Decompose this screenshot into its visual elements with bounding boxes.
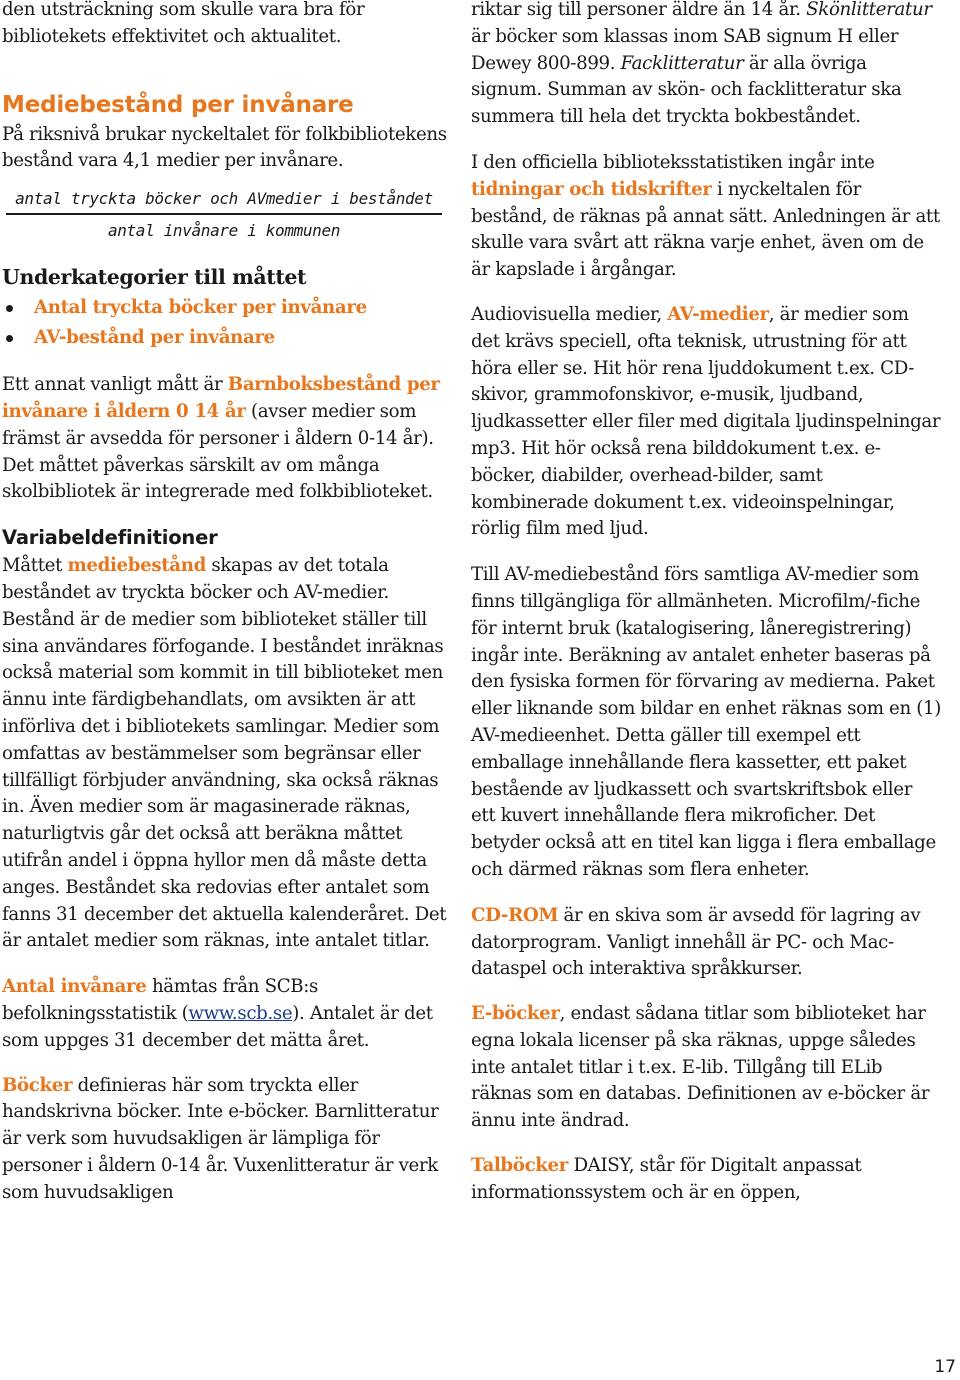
highlight-term: E-böcker bbox=[471, 1003, 560, 1025]
invanare-paragraph: Antal invånare hämtas från SCB:s befolkningsstatistik (www.scb.se). Antalet är det som uppges 31 december det mätta året. bbox=[2, 976, 433, 1051]
formula bbox=[2, 187, 442, 243]
list-item: AV-bestånd per invånare bbox=[2, 323, 452, 353]
variable-definitions-heading: Variabeldefinitioner bbox=[2, 526, 218, 550]
av-medier-paragraph: Audiovisuella medier, AV-medier, är medier som det krävs speciell, ofta teknisk, utrustning för att höra eller se. Hit hör rena ljuddokument t.ex. CD-skivor, grammofonskivor, e-musik, ljudband, ljudkassetter eller filer med digitala ljudinspelningar mp3. Hit hör också rena bilddokument t.ex. e-böcker, diabilder, overhead-bilder, samt kombinerade dokument t.ex. videoinspelningar, rörlig film med ljud. bbox=[471, 303, 941, 540]
cd-rom-paragraph: CD-ROM är en skiva som är avsedd för lagring av datorprogram. Vanligt innehåll är PC- och Mac-dataspel och interaktiva språkkurser. bbox=[471, 904, 921, 980]
talbocker-paragraph: Talböcker DAISY, står för Digitalt anpassat informationssystem och är en öppen, bbox=[471, 1155, 862, 1203]
highlight-term: Antal invånare bbox=[2, 976, 147, 998]
formula-denominator: antal invånare i kommunen bbox=[107, 221, 341, 241]
highlight-term: mediebestånd bbox=[67, 555, 206, 577]
tidningar-paragraph: I den officiella biblioteksstatistiken ingår inte tidningar och tidskrifter i nyckeltalen för bestånd, de räknas på annat sätt. Anledningen är att skulle vara svårt att räkna varje enhet, även om de är kapslade i årgångar. bbox=[471, 151, 940, 281]
left-column bbox=[2, 0, 452, 1207]
skonlitteratur-paragraph: riktar sig till personer äldre än 14 år. Skönlitteratur är böcker som klassas inom SAB signum H eller Dewey 800-899. Facklitteratur är alla övriga signum. Summan av skön- och facklitteratur ska summera till hela det tryckta bokbeståndet. bbox=[471, 0, 932, 128]
av-bestand-paragraph: Till AV-mediebestånd förs samtliga AV-medier som finns tillgängliga för allmänheten. Microfilm/-fiche för internt bruk (katalogisering, låneregistrering) ingår inte. Beräkning av antalet enheter baseras på den fysiska formen för förvaring av medierna. Paket eller liknande som bildar en enhet räknas som en (1) AV-medieenhet. Detta gäller till exempel ett emballage innehållande flera kassetter, ett paket bestående av ljudkassett och svartskriftsbok eller ett kuvert innehållande flera mikroficher. Det betyder också att en titel kan ligga i flera emballage och därmed räknas som flera enheter. bbox=[471, 564, 941, 880]
mediebestand-paragraph: Måttet mediebestånd skapas av det totala beståndet av tryckta böcker och AV-medier. Bestånd är de medier som biblioteket ställer till sina användares förfogande. I beståndet inräknas också material som kommit in till biblioteket men ännu inte färdigbehandlats, om avsikten är att införliva det i bibliotekets samlingar. Medier som omfattas av bestämmelser som begränsar eller tillfälligt förbjuder användning, ska också räknas in. Även medier som är magasinerade räknas, naturligtvis går det också att beräkna måttet utifrån andel i öppna hyllor men då måste detta anges. Beståndet ska redovias efter antalet som fanns 31 december det aktuella kalenderåret. Det är antalet medier som räknas, inte antalet titlar. bbox=[2, 555, 447, 952]
highlight-term: CD-ROM bbox=[471, 904, 559, 926]
subcategories-heading: Underkategorier till måttet bbox=[2, 265, 307, 290]
bullet-icon bbox=[6, 335, 13, 342]
e-bocker-paragraph: E-böcker, endast sådana titlar som biblioteket har egna lokala licenser på ska räknas, uppge således inte antalet titlar i t.ex. E-lib. Tillgång till ELib räknas som en databas. Definitionen av e-böcker är ännu inte ändrad. bbox=[471, 1003, 930, 1132]
bullet-icon bbox=[6, 305, 13, 312]
highlight-term: tidningar och tidskrifter bbox=[471, 178, 712, 200]
fraction-bar bbox=[6, 213, 442, 215]
heading-paragraph: På riksnivå brukar nyckeltalet för folkbibliotekens bestånd vara 4,1 medier per invånare. bbox=[2, 123, 447, 172]
list-item: Antal tryckta böcker per invånare bbox=[2, 293, 452, 323]
bocker-paragraph: Böcker definieras här som tryckta eller handskrivna böcker. Inte e-böcker. Barnlitteratur är verk som huvudsakligen är lämpliga för personer i åldern 0-14 år. Vuxenlitteratur är verk som huvudsakligen bbox=[2, 1074, 439, 1203]
scb-link[interactable]: www.scb.se bbox=[188, 1002, 293, 1024]
page-number: 17 bbox=[934, 1357, 956, 1377]
highlight-term: Barnboksbestånd per invånare i åldern 0 14 år bbox=[2, 374, 440, 422]
right-column bbox=[471, 0, 941, 1207]
section-heading: Mediebestånd per invånare bbox=[2, 91, 354, 118]
highlight-term: Talböcker bbox=[471, 1155, 569, 1177]
subcategories-list bbox=[2, 293, 452, 353]
highlight-term: AV-medier bbox=[667, 303, 769, 325]
barnbok-paragraph: Ett annat vanligt mått är Barnboksbestånd per invånare i åldern 0 14 år (avser medier som främst är avsedda för personer i åldern 0-14 år). Det måttet påverkas särskilt av om många skolbibliotek är integrerade med folkbiblioteket. bbox=[2, 374, 440, 503]
intro-paragraph: den utsträckning som skulle vara bra för bibliotekets effektivitet och aktualitet. bbox=[2, 0, 365, 47]
formula-numerator: antal tryckta böcker och AVmedier i beståndet bbox=[15, 189, 433, 209]
highlight-term: Böcker bbox=[2, 1074, 73, 1096]
